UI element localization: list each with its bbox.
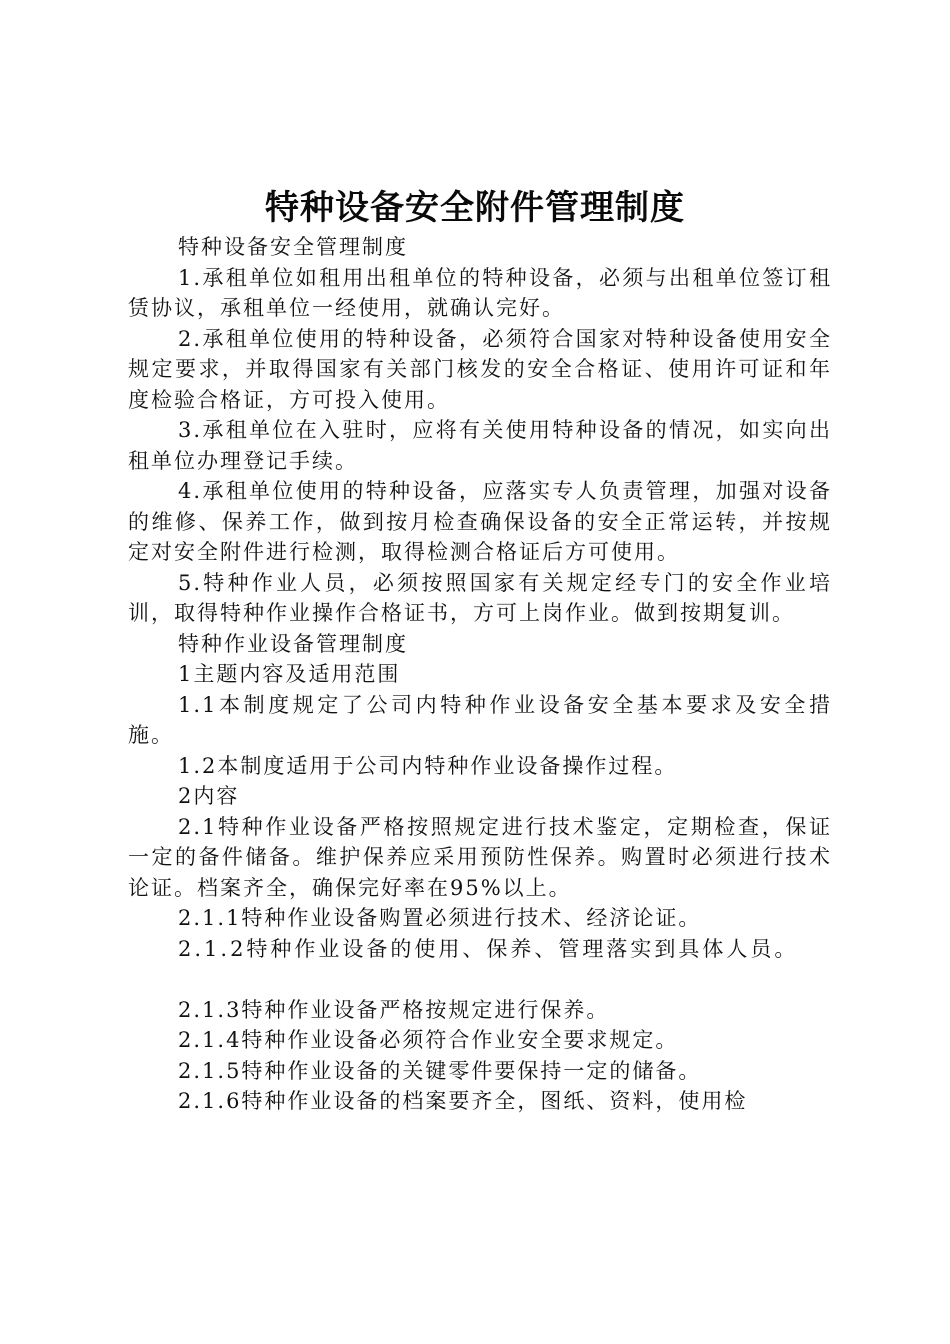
paragraph: 2.1.5特种作业设备的关键零件要保持一定的储备。 bbox=[178, 1058, 702, 1083]
section-heading: 2内容 bbox=[178, 784, 240, 808]
section-heading: 1主题内容及适用范围 bbox=[178, 662, 401, 686]
paragraph: 1.1本制度规定了公司内特种作业设备安全基本要求及安全措施。 bbox=[128, 692, 832, 747]
paragraph: 5.特种作业人员，必须按照国家有关规定经专门的安全作业培训，取得特种作业操作合格证书，方可上岗作业。做到按期复训。 bbox=[128, 570, 832, 625]
paragraph: 3.承租单位在入驻时，应将有关使用特种设备的情况，如实向出租单位办理登记手续。 bbox=[128, 418, 832, 473]
section-heading: 特种设备安全管理制度 bbox=[178, 235, 408, 259]
blank-line bbox=[128, 964, 832, 995]
paragraph: 2.1.6特种作业设备的档案要齐全，图纸、资料，使用检 bbox=[178, 1089, 748, 1113]
paragraph: 2.1特种作业设备严格按照规定进行技术鉴定，定期检查，保证一定的备件储备。维护保养应采用预防性保养。购置时必须进行技术论证。档案齐全，确保完好率在95%以上。 bbox=[128, 814, 832, 900]
paragraph: 2.1.2特种作业设备的使用、保养、管理落实到具体人员。 bbox=[178, 936, 799, 961]
paragraph: 2.承租单位使用的特种设备，必须符合国家对特种设备使用安全规定要求，并取得国家有关部门核发的安全合格证、使用许可证和年度检验合格证，方可投入使用。 bbox=[128, 326, 832, 412]
document-title: 特种设备安全附件管理制度 bbox=[265, 188, 685, 228]
paragraph: 2.1.1特种作业设备购置必须进行技术、经济论证。 bbox=[178, 906, 702, 930]
document-body bbox=[128, 232, 832, 1117]
section-heading: 特种作业设备管理制度 bbox=[178, 631, 408, 656]
paragraph: 2.1.3特种作业设备严格按规定进行保养。 bbox=[178, 997, 610, 1022]
paragraph: 1.承租单位如租用出租单位的特种设备，必须与出租单位签订租赁协议，承租单位一经使用，就确认完好。 bbox=[128, 265, 832, 320]
paragraph: 1.2本制度适用于公司内特种作业设备操作过程。 bbox=[178, 753, 678, 778]
paragraph: 2.1.4特种作业设备必须符合作业安全要求规定。 bbox=[178, 1028, 679, 1052]
paragraph: 4.承租单位使用的特种设备，应落实专人负责管理，加强对设备的维修、保养工作，做到按月检查确保设备的安全正常运转，并按规定对安全附件进行检测，取得检测合格证后方可使用。 bbox=[128, 479, 832, 564]
